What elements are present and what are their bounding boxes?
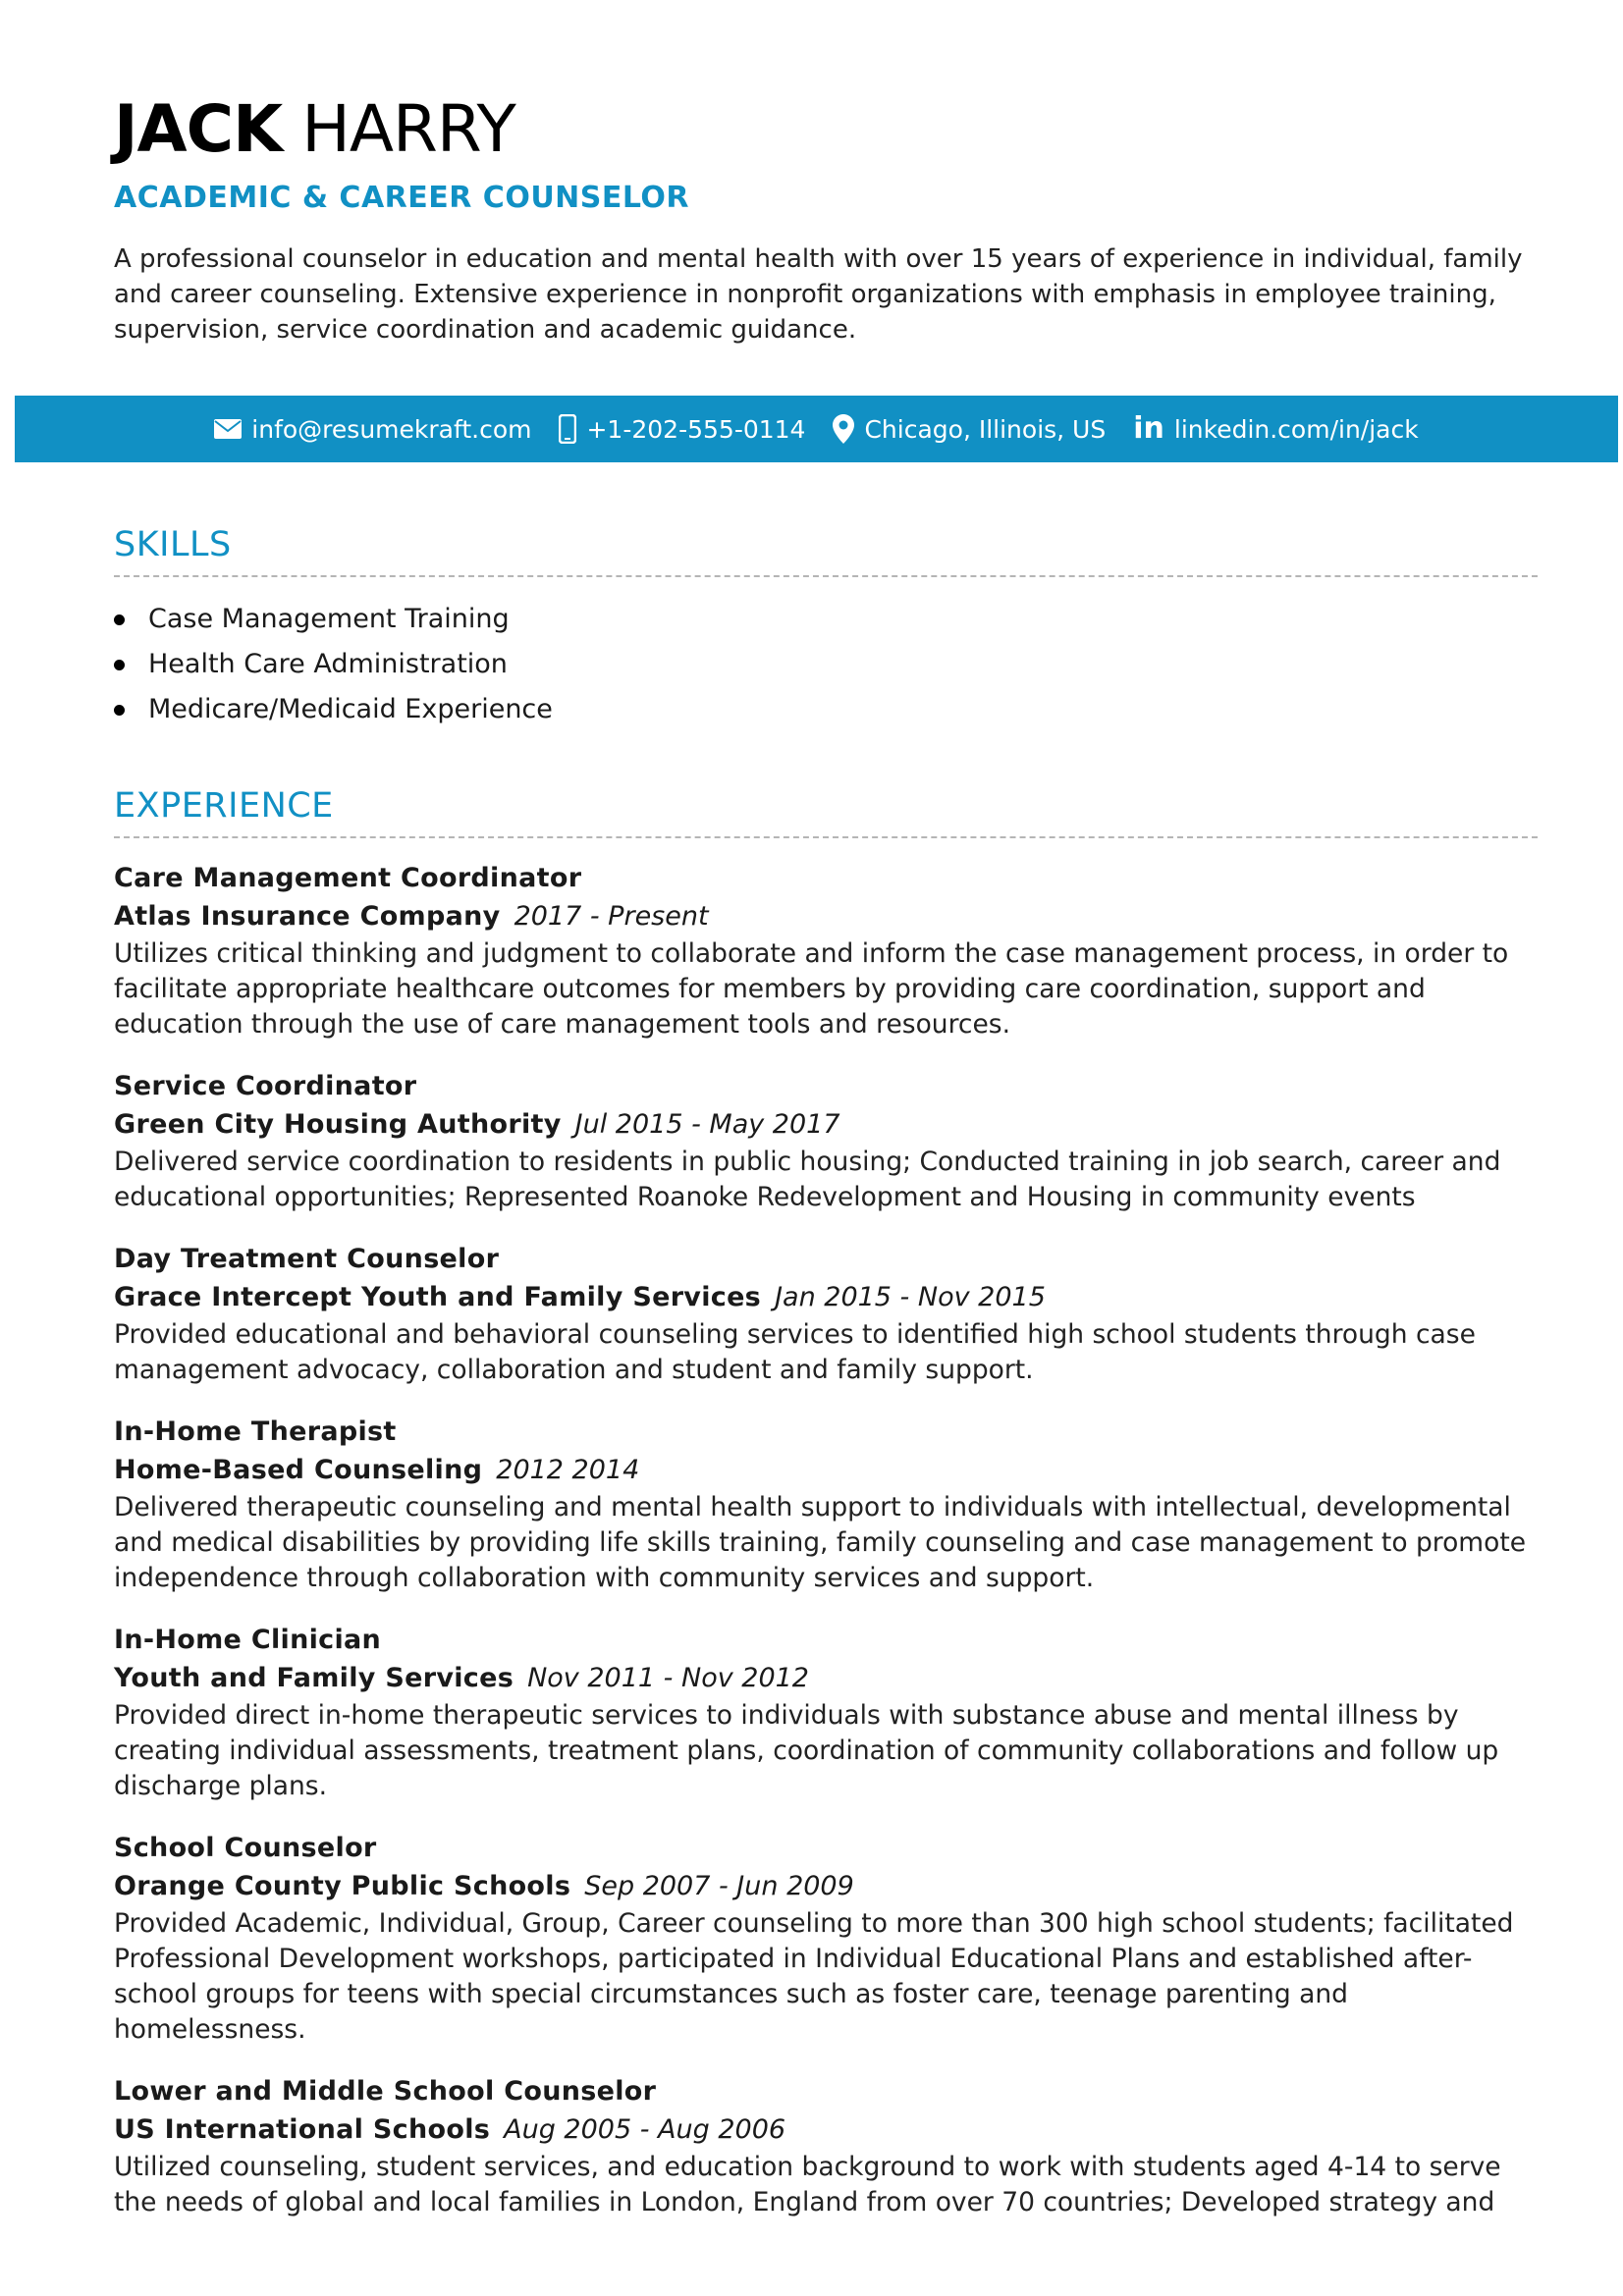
job-entry bbox=[114, 1622, 1538, 1804]
linkedin-icon: in bbox=[1133, 411, 1164, 446]
bullet-icon bbox=[114, 660, 125, 670]
profile-summary: A professional counselor in education and mental health with over 15 years of experience in individual, family and career counseling. Extensive experience in nonprofit organizations with emphasis in employee training, supervision, service coordination and academic guidance. bbox=[114, 244, 1523, 345]
job-role: School Counselor bbox=[114, 1833, 377, 1863]
linkedin-text[interactable]: linkedin.com/in/jack bbox=[1173, 414, 1419, 444]
skills-section bbox=[114, 524, 1538, 732]
experience-section bbox=[114, 785, 1538, 2246]
job-role: Lower and Middle School Counselor bbox=[114, 2076, 657, 2107]
job-company-line bbox=[114, 2110, 1538, 2150]
job-entry bbox=[114, 2073, 1538, 2220]
resume-header bbox=[114, 90, 1538, 347]
skills-heading: SKILLS bbox=[114, 525, 232, 564]
job-dates: Jan 2015 - Nov 2015 bbox=[775, 1282, 1046, 1312]
job-description: Utilized counseling, student services, and education background to work with students aged 4-14 to serve the needs of global and local families in London, England from over 70 countries; Developed strategy and bbox=[114, 2152, 1501, 2217]
contact-linkedin[interactable] bbox=[1133, 411, 1419, 446]
email-text[interactable]: info@resumekraft.com bbox=[251, 414, 532, 444]
job-dates: Sep 2007 - Jun 2009 bbox=[584, 1871, 854, 1901]
contact-phone[interactable] bbox=[559, 414, 805, 444]
candidate-name bbox=[114, 90, 1538, 169]
skill-item bbox=[114, 597, 1538, 642]
job-title: ACADEMIC & CAREER COUNSELOR bbox=[114, 181, 690, 215]
skill-label: Health Care Administration bbox=[148, 649, 508, 679]
email-icon bbox=[214, 419, 242, 439]
skills-list bbox=[114, 597, 1538, 732]
phone-icon bbox=[559, 414, 576, 444]
experience-heading: EXPERIENCE bbox=[114, 786, 334, 826]
job-entry bbox=[114, 1241, 1538, 1388]
bullet-icon bbox=[114, 705, 125, 716]
skills-divider bbox=[114, 575, 1538, 577]
job-dates: Aug 2005 - Aug 2006 bbox=[504, 2114, 786, 2145]
job-company-line bbox=[114, 1867, 1538, 1906]
job-dates: Jul 2015 - May 2017 bbox=[574, 1109, 840, 1140]
job-dates: Nov 2011 - Nov 2012 bbox=[527, 1663, 809, 1693]
job-role: Care Management Coordinator bbox=[114, 863, 582, 893]
job-description: Provided Academic, Individual, Group, Career counseling to more than 300 high school students; facilitated Professional Development workshops, participated in Individual Educational Plans and established after-school groups for teens with special circumstances such as foster care, teenage parenting and homelessness. bbox=[114, 1908, 1514, 2045]
job-company: Youth and Family Services bbox=[114, 1663, 514, 1693]
job-entry bbox=[114, 860, 1538, 1042]
contact-location bbox=[833, 414, 1106, 444]
location-pin-icon bbox=[833, 414, 854, 444]
job-company: Grace Intercept Youth and Family Services bbox=[114, 1282, 762, 1312]
job-description: Delivered service coordination to residents in public housing; Conducted training in job search, career and educational opportunities; Represented Roanoke Redevelopment and Housing in community events bbox=[114, 1147, 1501, 1212]
experience-divider bbox=[114, 836, 1538, 838]
job-company-line bbox=[114, 897, 1538, 936]
last-name: HARRY bbox=[301, 91, 515, 167]
job-description: Provided educational and behavioral counseling services to identified high school students through case management advocacy, collaboration and student and family support. bbox=[114, 1319, 1476, 1385]
job-role: Day Treatment Counselor bbox=[114, 1244, 500, 1274]
job-company-line bbox=[114, 1105, 1538, 1145]
bullet-icon bbox=[114, 614, 125, 625]
job-description: Delivered therapeutic counseling and mental health support to individuals with intellectual, developmental and medical disabilities by providing life skills training, family counseling and case management to promote independence through collaboration with community services and support. bbox=[114, 1492, 1527, 1593]
job-entry bbox=[114, 1830, 1538, 2048]
skill-item bbox=[114, 687, 1538, 732]
job-company-line bbox=[114, 1278, 1538, 1317]
job-dates: 2012 2014 bbox=[496, 1455, 640, 1485]
job-list bbox=[114, 860, 1538, 2220]
job-entry bbox=[114, 1068, 1538, 1215]
job-description: Utilizes critical thinking and judgment to collaborate and inform the case management process, in order to facilitate appropriate healthcare outcomes for members by providing care coordination, support and education through the use of care management tools and resources. bbox=[114, 938, 1509, 1040]
job-company: Green City Housing Authority bbox=[114, 1109, 562, 1140]
skill-label: Medicare/Medicaid Experience bbox=[148, 694, 553, 724]
job-role: Service Coordinator bbox=[114, 1071, 417, 1101]
contact-bar bbox=[15, 396, 1618, 462]
job-entry bbox=[114, 1414, 1538, 1596]
phone-text[interactable]: +1-202-555-0114 bbox=[586, 414, 806, 444]
first-name: JACK bbox=[114, 91, 283, 167]
job-company-line bbox=[114, 1659, 1538, 1698]
job-company: Home-Based Counseling bbox=[114, 1455, 483, 1485]
job-dates: 2017 - Present bbox=[514, 901, 709, 932]
job-company: US International Schools bbox=[114, 2114, 491, 2145]
location-text: Chicago, Illinois, US bbox=[864, 414, 1107, 444]
skill-label: Case Management Training bbox=[148, 604, 510, 634]
job-description: Provided direct in-home therapeutic services to individuals with substance abuse and mental illness by creating individual assessments, treatment plans, coordination of community collaborations and follow up discharge plans. bbox=[114, 1700, 1499, 1801]
contact-email[interactable] bbox=[214, 415, 531, 444]
job-company: Orange County Public Schools bbox=[114, 1871, 571, 1901]
job-company: Atlas Insurance Company bbox=[114, 901, 501, 932]
job-company-line bbox=[114, 1451, 1538, 1490]
job-role: In-Home Clinician bbox=[114, 1625, 382, 1655]
job-role: In-Home Therapist bbox=[114, 1416, 397, 1447]
skill-item bbox=[114, 642, 1538, 687]
